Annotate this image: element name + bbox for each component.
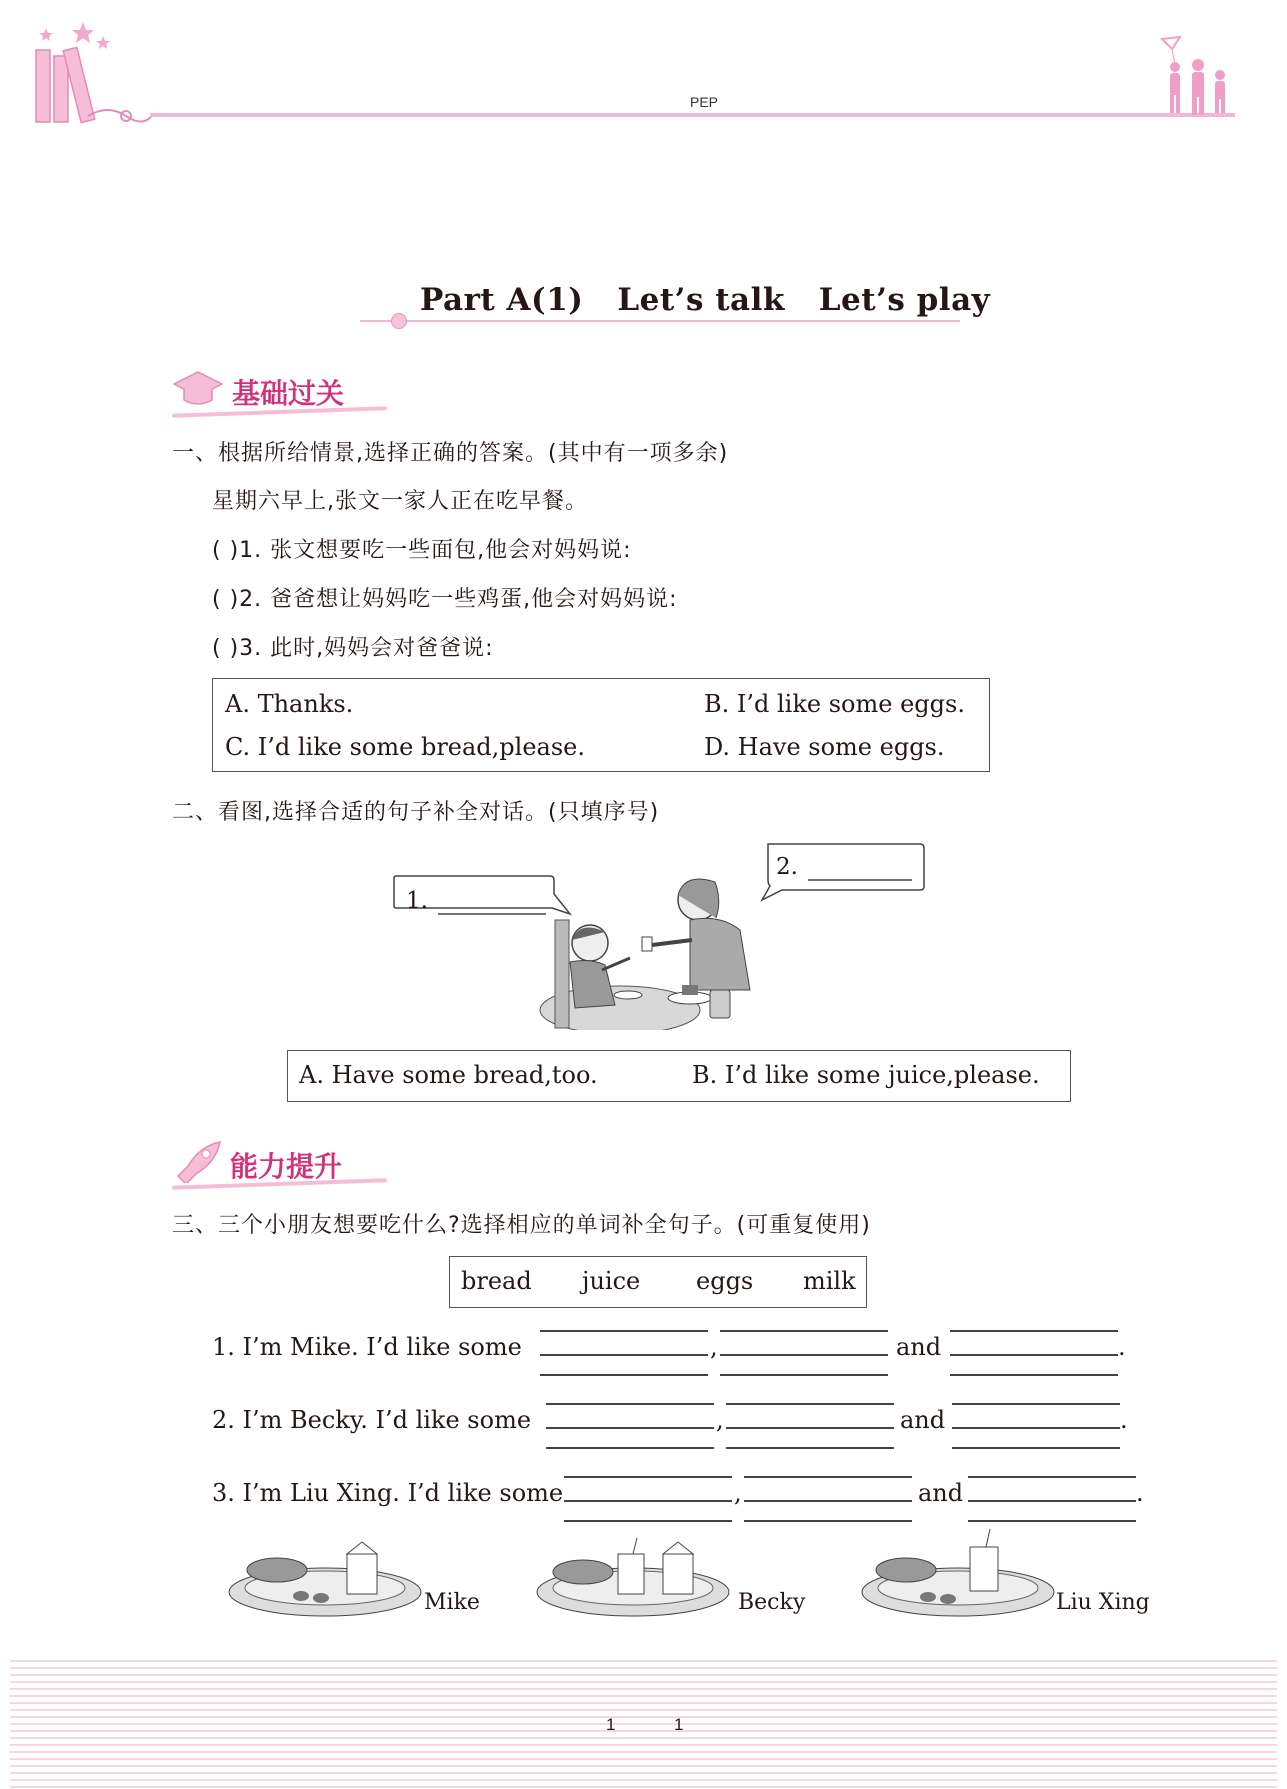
and-word: and [900, 1406, 946, 1434]
word-bread: bread [461, 1267, 532, 1295]
comma: , [716, 1406, 724, 1434]
q1-option-b: B. I’d like some eggs. [704, 690, 965, 718]
q2-option-a: A. Have some bread,too. [299, 1061, 598, 1089]
q1-option-d: D. Have some eggs. [704, 733, 945, 761]
q3-instruction: 三、三个小朋友想要吃什么?选择相应的单词补全句子。(可重复使用) [172, 1213, 871, 1238]
and-word: and [896, 1333, 942, 1361]
q2-option-b: B. I’d like some juice,please. [692, 1061, 1040, 1089]
name-liu-xing: Liu Xing [1056, 1590, 1150, 1615]
name-mike: Mike [424, 1590, 480, 1615]
q1-scene: 星期六早上,张文一家人正在吃早餐。 [212, 489, 588, 514]
blank-3a[interactable] [564, 1500, 732, 1502]
liuxing-tray-illustration [858, 1525, 1058, 1620]
q1-option-c: C. I’d like some bread,please. [225, 733, 585, 761]
section-basic-title: 基础过关 [232, 377, 345, 410]
footer-band [10, 1655, 1277, 1789]
word-eggs: eggs [696, 1267, 754, 1295]
sentence-1-prefix: 1. I’m Mike. I’d like some [212, 1333, 522, 1361]
blank-1c[interactable] [950, 1354, 1118, 1356]
q1-instruction: 一、根据所给情景,选择正确的答案。(其中有一项多余) [172, 441, 729, 466]
blank-2c[interactable] [952, 1427, 1120, 1429]
blank-1b[interactable] [720, 1354, 888, 1356]
blank-2a[interactable] [546, 1427, 714, 1429]
breakfast-illustration [390, 840, 930, 1030]
and-word: and [918, 1479, 964, 1507]
becky-tray-illustration [533, 1530, 733, 1620]
mike-tray-illustration [225, 1530, 425, 1620]
blank-3b[interactable] [744, 1500, 912, 1502]
header-rule [150, 113, 1235, 117]
q1-item-2[interactable]: ( )2. 爸爸想让妈妈吃一些鸡蛋,他会对妈妈说: [212, 587, 678, 612]
bubble-1-number[interactable]: 1. [406, 888, 428, 914]
period: . [1120, 1406, 1128, 1434]
word-juice: juice [582, 1267, 641, 1295]
page-number-right: 1 [674, 1715, 684, 1734]
rocket-icon [170, 1138, 225, 1183]
bubble-2-number[interactable]: 2. [776, 854, 798, 880]
books-logo-icon [28, 18, 158, 133]
q1-item-3[interactable]: ( )3. 此时,妈妈会对爸爸说: [212, 636, 494, 661]
comma: , [734, 1479, 742, 1507]
sentence-3-prefix: 3. I’m Liu Xing. I’d like some [212, 1479, 564, 1507]
section-advanced-title: 能力提升 [230, 1150, 343, 1183]
series-label: PEP [690, 94, 719, 110]
name-becky: Becky [738, 1590, 806, 1615]
blank-1a[interactable] [540, 1354, 708, 1356]
title-dot [391, 313, 407, 329]
graduation-cap-icon [170, 366, 225, 411]
children-kite-icon [1160, 35, 1240, 120]
period: . [1136, 1479, 1144, 1507]
sentence-2-prefix: 2. I’m Becky. I’d like some [212, 1406, 532, 1434]
q2-instruction: 二、看图,选择合适的句子补全对话。(只填序号) [172, 800, 660, 825]
q1-item-1[interactable]: ( )1. 张文想要吃一些面包,他会对妈妈说: [212, 538, 632, 563]
page-number-left: 1 [606, 1715, 616, 1734]
blank-2b[interactable] [726, 1427, 894, 1429]
page-title: Part A(1) Let’s talk Let’s play [420, 282, 991, 318]
period: . [1118, 1333, 1126, 1361]
word-milk: milk [803, 1267, 856, 1295]
comma: , [710, 1333, 718, 1361]
q1-option-a: A. Thanks. [225, 690, 354, 718]
blank-3c[interactable] [968, 1500, 1136, 1502]
title-underline [360, 320, 960, 322]
